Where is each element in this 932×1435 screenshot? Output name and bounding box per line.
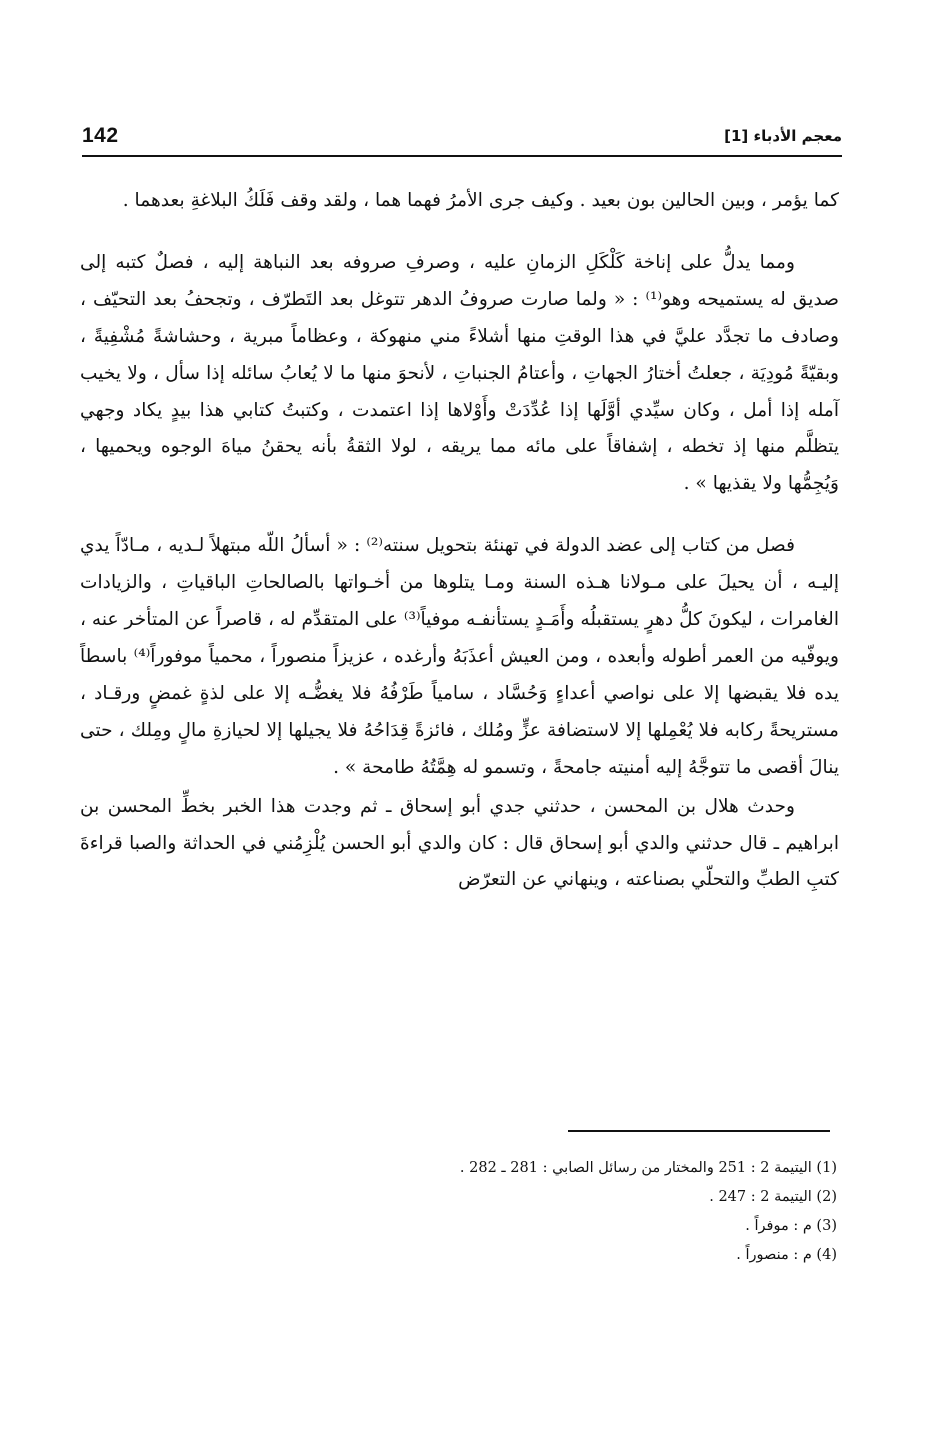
footnote-2: (2) اليتيمة 2 : 247 .	[709, 1189, 837, 1205]
paragraph-4: وحدث هلال بن المحسن ، حدثني جدي أبو إسحاق ـ ثم وجدت هذا الخبر بخطِّ المحسن بن ابراهيم ـ قال حدثني والدي أبو إسحاق قال : كان والدي أبو الحسن يُلْزِمُني في الحداثة والصبا قراءةَ كتبِ الطبِّ والتحلّي بصناعته ، وينهاني عن التعرّض	[80, 795, 839, 891]
footnotes	[300, 1154, 837, 1270]
footnote-1: (1) اليتيمة 2 : 251 والمختار من رسائل الصابي : 281 ـ 282 .	[459, 1160, 837, 1176]
page-header	[82, 118, 842, 154]
footnote-3: (3) م : موفراً .	[745, 1218, 837, 1234]
running-title: معجم الأدباء [1]	[724, 127, 842, 145]
page-number: 142	[82, 124, 119, 147]
footnote-4: (4) م : منصوراً .	[736, 1247, 837, 1263]
paragraph-1: كما يؤمر ، وبين الحالين بون بعيد . وكيف جرى الأمرُ فهما هما ، ولقد وقف فَلَكُ البلاغةِ بعدهما .	[122, 190, 839, 211]
paragraph-2: ومما يدلُّ على إناخة كَلْكَلِ الزمانِ عليه ، وصرفِ صروفه بعد النباهة إليه ، فصلٌ كتبه إلى صديق له يستميحه وهو⁽¹⁾ : « ولما صارت صروفُ الدهر تتوغل بعد التَطرّف ، وتجحفُ بعد التحيّف ، وصادف ما تجدَّد عليَّ في هذا الوقتِ منها أشلاءً مني منهوكة ، وعظاماً مبرية ، وحشاشةً مُشْفِيةً ، وبقيّةً مُودِيَة ، جعلتُ أختارُ الجهاتِ ، وأعتامُ الجنباتِ ، لأنحوَ منها ما لا يُعابُ سائله إذا سأل ، ولا يخيب آمله إذا أمل ، وكان سيِّدي أوَّلَها إذا عُدِّدَتْ وأَوْلاها إذا اعتمدت ، وكتبتُ كتابي هذا بيدٍ يكاد وجهي يتظلَّم منها إذ تخطه ، إشفاقاً على مائه مما يريقه ، لولا الثقةُ بأنه يحقنُ مياهَ الوجوه ويحميها ، وَيُجِمُّها ولا يقذيها » .	[80, 251, 839, 495]
main-text	[80, 183, 839, 899]
header-rule	[82, 155, 842, 157]
footnote-rule	[568, 1130, 830, 1132]
paragraph-3: فصل من كتاب إلى عضد الدولة في تهنئة بتحويل سنته⁽²⁾ : « أسألُ اللّه مبتهلاً لـديه ، مـادّاً يدي إليـه ، أن يحيلَ على مـولانا هـذه السنة ومـا يتلوها من أخـواتها بالصالحاتِ الباقياتِ ، والزيادات الغامرات ، ليكونَ كلُّ دهرٍ يستقبلُه وأَمَـدٍ يستأنفـه موفياً⁽³⁾ على المتقدِّم له ، قاصراً عن المتأخر عنه ، ويوفّيه من العمر أطوله وأبعده ، ومن العيش أعذَبَهُ وأرغده ، عزيزاً منصوراً ، محمياً موفوراً⁽⁴⁾ باسطاً يده فلا يقبضها إلا على نواصي أعداءٍ وَحُسَّاد ، سامياً طَرْفُهُ فلا يغضُّـه إلا على لذةٍ غمضٍ ورقـاد ، مستريحةً ركابه فلا يُعْمِلها إلا لاستضافة عزٍّ ومُلك ، فائزةً قِدَاحُهُ فلا يجيلها إلا لحيازةِ مالٍ ومِلك ، حتى ينالَ أقصى ما تتوجَّهُ إليه أمنيته جامحةً ، وتسمو له هِمَّتُهُ طامحة » .	[80, 535, 839, 778]
